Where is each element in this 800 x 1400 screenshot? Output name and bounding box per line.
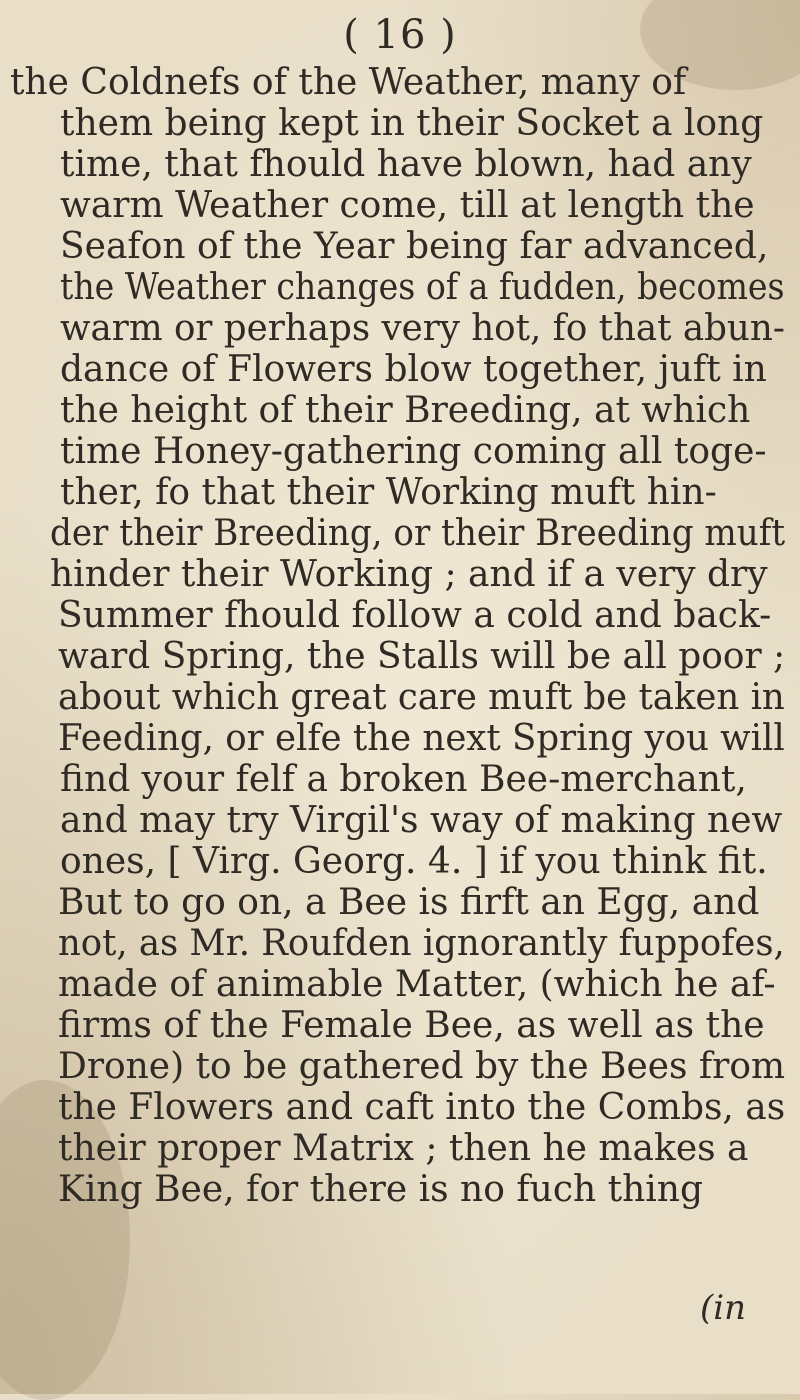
text-line: them being kept in their Socket a long (60, 103, 764, 144)
text-line: and may try Virgil's way of making new (60, 800, 783, 841)
text-line: der their Breeding, or their Breeding muft (50, 513, 786, 554)
text-line: Summer fhould follow a cold and back- (58, 595, 772, 636)
text-line: the height of their Breeding, at which (60, 390, 751, 431)
text-line: King Bee, for there is no fuch thing (58, 1169, 704, 1210)
text-line: ward Spring, the Stalls will be all poor ; (58, 636, 786, 677)
text-line: time Honey-gathering coming all toge- (60, 431, 767, 472)
text-line: But to go on, a Bee is firft an Egg, and (58, 882, 760, 923)
text-line: firms of the Female Bee, as well as the (58, 1005, 765, 1046)
text-line: about which great care muft be taken in (58, 677, 785, 718)
text-line: made of animable Matter, (which he af- (58, 964, 776, 1005)
text-line: the Weather changes of a fudden, becomes (60, 267, 785, 308)
text-line: find your felf a broken Bee-merchant, (60, 759, 747, 800)
text-line: Drone) to be gathered by the Bees from (58, 1046, 786, 1087)
text-line: not, as Mr. Roufden ignorantly fuppofes, (58, 923, 785, 964)
text-line: time, that fhould have blown, had any (60, 144, 752, 185)
text-line: the Coldnefs of the Weather, many of (10, 62, 687, 103)
text-line: hinder their Working ; and if a very dry (50, 554, 768, 595)
text-line: ones, [ Virg. Georg. 4. ] if you think fit. (60, 841, 768, 882)
text-line: their proper Matrix ; then he makes a (58, 1128, 749, 1169)
text-line: dance of Flowers blow together, juft in (60, 349, 767, 390)
text-line: warm Weather come, till at length the (60, 185, 755, 226)
text-line: Seafon of the Year being far advanced, (60, 226, 769, 267)
text-line: Feeding, or elfe the next Spring you will (58, 718, 785, 759)
text-line: the Flowers and caft into the Combs, as (58, 1087, 786, 1128)
page-number: ( 16 ) (343, 12, 457, 58)
text-line: ther, fo that their Working muft hin- (60, 472, 717, 513)
catchword: (in (700, 1288, 747, 1328)
text-line: warm or perhaps very hot, fo that abun- (60, 308, 785, 349)
